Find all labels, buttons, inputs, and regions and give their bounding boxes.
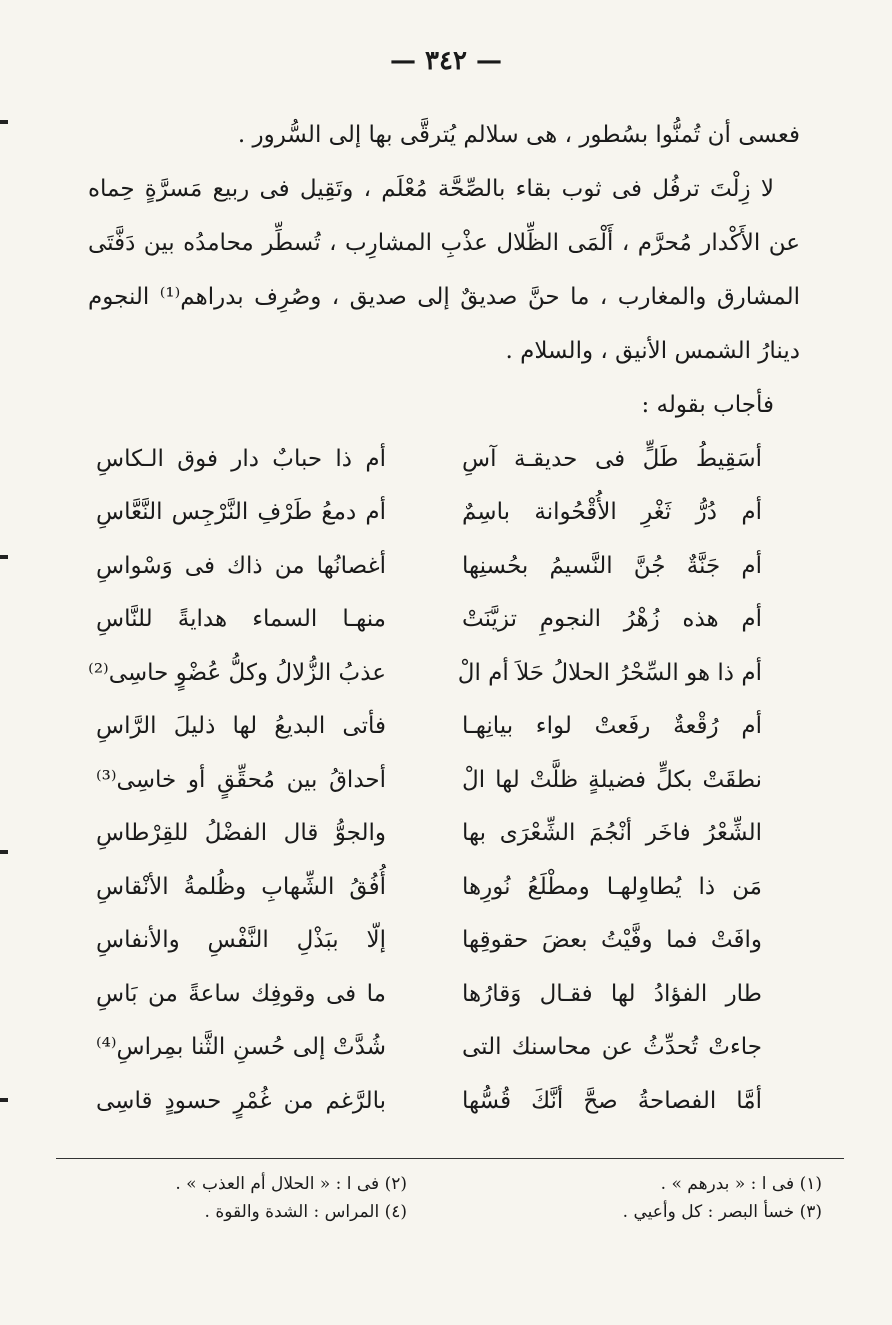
margin-mark bbox=[0, 850, 8, 854]
verse-first-hemistich: أسَقِيطُ طَلٍّ فى حديقـة آسِ bbox=[462, 445, 762, 472]
verse-first-hemistich: أم جَنَّةٌ جُنَّ النَّسيمُ بحُسنِها bbox=[462, 552, 762, 579]
verse-first-hemistich: مَن ذا يُطاوِلهـا ومطْلَعُ نُورِها bbox=[462, 873, 762, 900]
margin-mark bbox=[0, 555, 8, 559]
margin-mark bbox=[0, 120, 8, 124]
verse bbox=[88, 700, 800, 754]
verse bbox=[88, 753, 800, 807]
footnote: (٤) المراس : الشدة والقوة . bbox=[204, 1202, 407, 1222]
verse-first-hemistich: طار الفؤادُ لها فقـال وَقارُها bbox=[462, 980, 762, 1007]
footnotes-right-column bbox=[467, 1170, 822, 1226]
prose-block bbox=[88, 108, 800, 378]
prose-line-1: فعسى أن تُمنُّوا بسُطور ، هى سلالم يُترقَّى بها إلى السُّرور . bbox=[237, 122, 800, 148]
verse-second-hemistich: فأتى البديعُ لها ذليلَ الرَّاسِ bbox=[96, 713, 386, 740]
verse-second-hemistich: أم دمعُ طَرْفِ النَّرْجِس النَّعَّاسِ bbox=[96, 499, 386, 526]
verse bbox=[88, 914, 800, 968]
verse-first-hemistich: نطقَتْ بكلٍّ فضيلةٍ ظلَّتْ لها الْ bbox=[462, 766, 762, 793]
verse-second-hemistich: ما فى وقوفِك ساعةً من بَاسِ bbox=[96, 980, 386, 1007]
verse bbox=[88, 593, 800, 647]
verse-second-hemistich: منهـا السماء هدايةً للنَّاسِ bbox=[96, 606, 386, 633]
verse bbox=[88, 646, 800, 700]
verse bbox=[88, 860, 800, 914]
verse-first-hemistich: الشِّعْرُ فاخَر أنْجُمَ الشِّعْرَى بها bbox=[462, 820, 762, 847]
footnote: (٣) خسأ البصر : كل وأعيي . bbox=[622, 1202, 822, 1222]
prose-paragraph: لا زِلْتَ ترفُل فى ثوب بقاء بالصِّحَّة مُعْلَم ، وتَقِيل فى ربيع مَسرَّةٍ حِماه عن الأَكْدار مُحرَّم ، أَلْمَى الظِّلال عذْبِ المشارِب ، تُسطِّر محامدُه بين دَفَّتَى المشارق والمغارب ، ما حنَّ صديقٌ إلى صديق ، وصُرِف بدراهم⁽¹⁾ النجوم دينارُ الشمس الأنيق ، والسلام . bbox=[88, 176, 800, 364]
verse bbox=[88, 1074, 800, 1128]
verse-first-hemistich: جاءتْ تُحدِّثُ عن محاسنك التى bbox=[462, 1034, 762, 1061]
verse-second-hemistich: بالرَّغم من غُمْرٍ حسودٍ قاسِى bbox=[96, 1087, 386, 1114]
verse-first-hemistich: أم رُقْعةٌ رفَعتْ لواء بيانِهـا bbox=[462, 713, 762, 740]
footnotes-left-column bbox=[52, 1170, 407, 1226]
verse-second-hemistich: والجوُّ قال الفضْلُ للقِرْطاسِ bbox=[96, 820, 386, 847]
verse-second-hemistich: شُدَّتْ إلى حُسنِ الثَّنا بمِراسِ⁽⁴⁾ bbox=[96, 1034, 386, 1061]
verse bbox=[88, 967, 800, 1021]
verse-second-hemistich: أُفُقُ الشِّهابِ وظُلمةُ الأنْقاسِ bbox=[96, 873, 386, 900]
footnote: (٢) فى ا : « الحلال أم العذب » . bbox=[175, 1174, 407, 1194]
footnotes bbox=[52, 1170, 822, 1226]
verse-second-hemistich: أحداقُ بين مُحقِّقٍ أو خاسِى⁽³⁾ bbox=[96, 766, 386, 793]
verse-second-hemistich: إلّا ببَذْلِ النَّفْسِ والأنفاسِ bbox=[96, 927, 386, 954]
verse-second-hemistich: عذبُ الزُّلالُ وكلُّ عُضْوٍ حاسِى⁽²⁾ bbox=[88, 659, 386, 686]
verse-first-hemistich: أم هذه زُهْرُ النجومِ تزيَّنَتْ bbox=[462, 606, 762, 633]
verse-first-hemistich: أم دُرُّ ثَغْرِ الأُقْحُوانة باسِمٌ bbox=[462, 499, 762, 526]
verse bbox=[88, 486, 800, 540]
verse-second-hemistich: أغصانُها من ذاك فى وَسْواسِ bbox=[96, 552, 386, 579]
footnote-divider bbox=[56, 1158, 844, 1159]
verse-first-hemistich: وافَتْ فما وفَّيْتُ بعضَ حقوقِها bbox=[462, 927, 762, 954]
verse-first-hemistich: أمَّا الفصاحةُ صحَّ أنَّكَ قُسُّها bbox=[462, 1087, 762, 1114]
verse bbox=[88, 539, 800, 593]
margin-mark bbox=[0, 1098, 8, 1102]
verse bbox=[88, 807, 800, 861]
verse bbox=[88, 432, 800, 486]
verse-second-hemistich: أم ذا حبابٌ دار فوق الـكاسِ bbox=[96, 445, 386, 472]
verse bbox=[88, 1021, 800, 1075]
poem bbox=[88, 432, 800, 1128]
page-number: — ٣٤٢ — bbox=[389, 46, 503, 76]
verse-first-hemistich: أم ذا هو السِّحْرُ الحلالُ حَلاَ أم الْ bbox=[457, 659, 762, 686]
footnote: (١) فى ا : « بدرهم » . bbox=[660, 1174, 822, 1194]
poem-intro: فأجاب بقوله : bbox=[641, 392, 774, 418]
